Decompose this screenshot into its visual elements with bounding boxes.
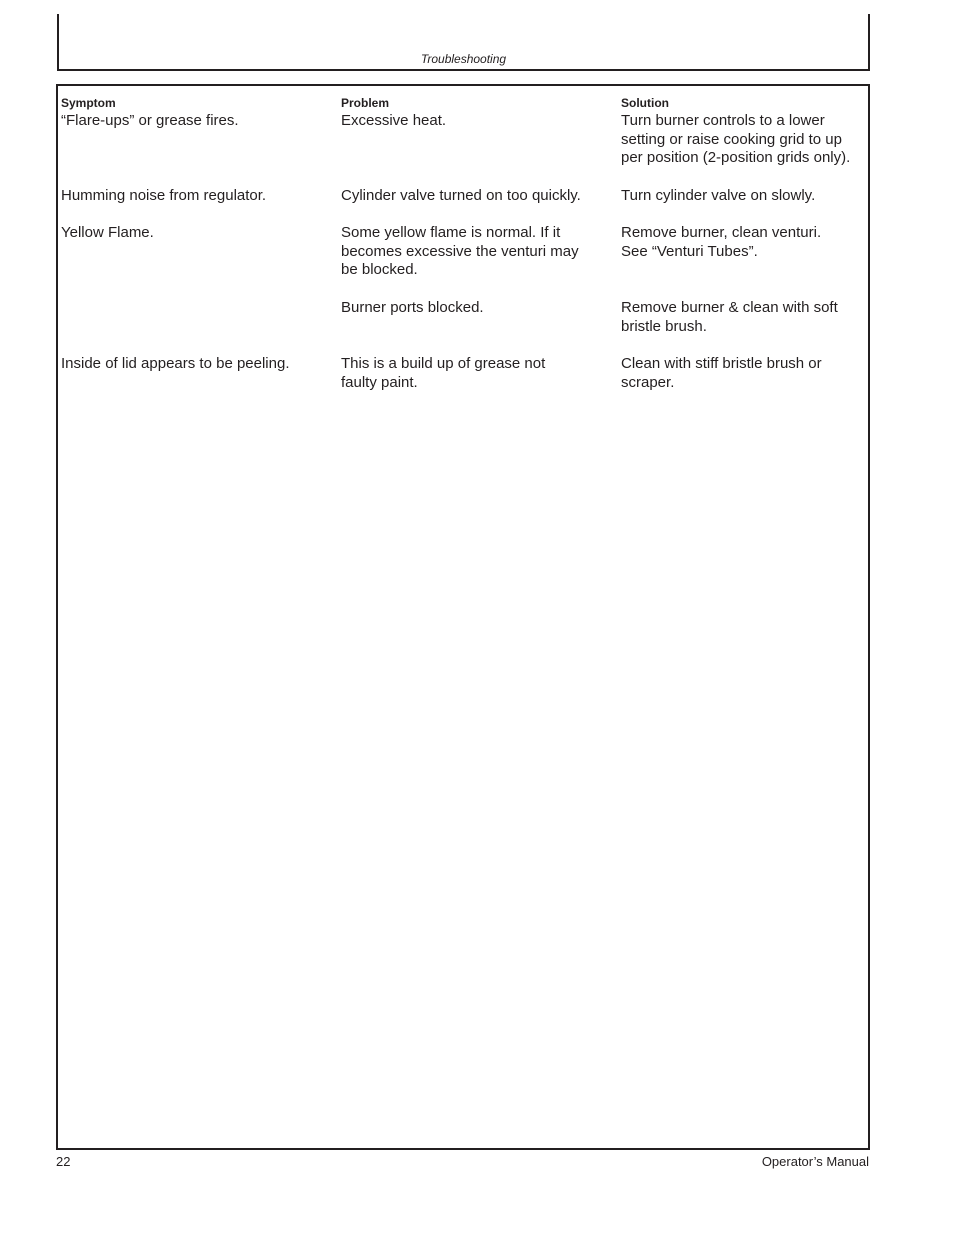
solution-line: Turn cylinder valve on slowly.: [621, 187, 816, 204]
solution-line: per position (2-position grids only).: [621, 149, 851, 167]
solution-cell: [621, 355, 822, 392]
symptom-line: “Flare-ups” or grease fires.: [61, 112, 239, 129]
symptom-line: Humming noise from regulator.: [61, 187, 267, 204]
symptom-cell: [61, 224, 154, 243]
solution-line: Remove burner, clean venturi.: [621, 224, 822, 241]
column-header-problem: Problem: [341, 96, 390, 110]
problem-line: This is a build up of grease not: [341, 355, 546, 372]
solution-line: Remove burner & clean with soft: [621, 299, 838, 316]
symptom-line: Yellow Flame.: [61, 224, 154, 241]
problem-line: Excessive heat.: [341, 112, 447, 129]
troubleshooting-table: [56, 84, 870, 1150]
symptom-cell: [61, 355, 290, 374]
problem-line: be blocked.: [341, 261, 418, 279]
problem-cell: [341, 112, 446, 131]
problem-line: faulty paint.: [341, 373, 418, 391]
solution-line: Clean with stiff bristle brush or: [621, 355, 822, 372]
problem-cell: [341, 355, 545, 392]
solution-line: bristle brush.: [621, 317, 707, 335]
page-number: 22: [56, 1154, 71, 1169]
problem-cell: [341, 187, 581, 206]
symptom-line: Inside of lid appears to be peeling.: [61, 355, 290, 372]
column-header-symptom: Symptom: [61, 96, 116, 110]
problem-line: becomes excessive the venturi may: [341, 242, 579, 260]
solution-line: setting or raise cooking grid to up: [621, 130, 842, 148]
solution-line: See “Venturi Tubes”.: [621, 242, 758, 260]
solution-line: Turn burner controls to a lower: [621, 112, 825, 129]
solution-cell: [621, 224, 821, 261]
solution-line: scraper.: [621, 373, 675, 391]
page-header: [57, 14, 870, 71]
column-header-solution: Solution: [621, 96, 669, 110]
section-title: Troubleshooting: [420, 52, 507, 66]
solution-cell: [621, 112, 850, 168]
symptom-cell: [61, 112, 239, 131]
problem-line: Some yellow flame is normal. If it: [341, 224, 561, 241]
problem-line: Burner ports blocked.: [341, 299, 484, 316]
manual-title: Operator’s Manual: [761, 1154, 869, 1169]
problem-cell: [341, 299, 484, 318]
problem-cell: [341, 224, 579, 280]
solution-cell: [621, 187, 815, 206]
solution-cell: [621, 299, 838, 336]
symptom-cell: [61, 187, 266, 206]
problem-line: Cylinder valve turned on too quickly.: [341, 187, 581, 204]
